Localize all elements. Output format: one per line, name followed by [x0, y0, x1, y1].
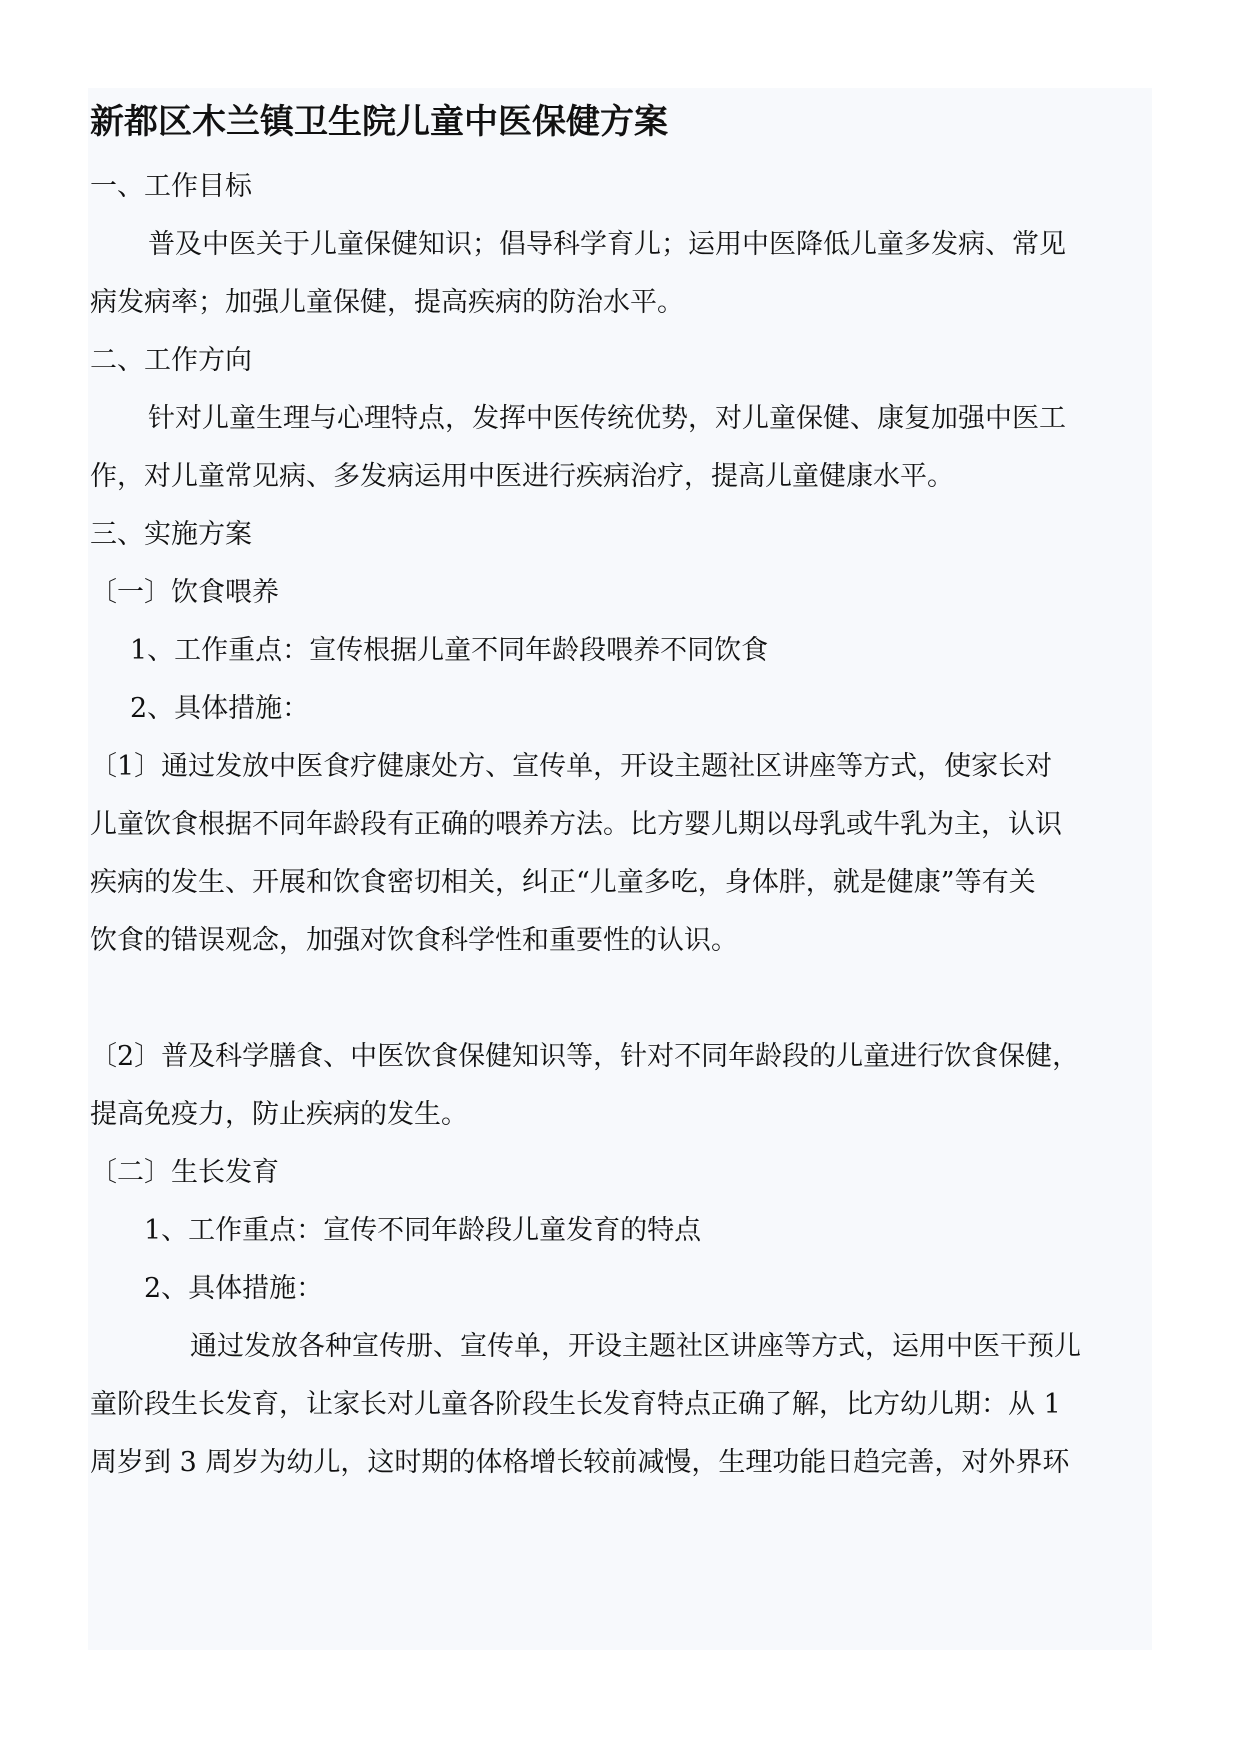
- list-item: 1、工作重点：宣传不同年龄段儿童发育的特点: [144, 1215, 702, 1246]
- list-item: 1、工作重点：宣传根据儿童不同年龄段喂养不同饮食: [130, 635, 769, 666]
- paragraph-line: 饮食的错误观念，加强对饮食科学性和重要性的认识。: [90, 925, 738, 956]
- paragraph-line: 儿童饮食根据不同年龄段有正确的喂养方法。比方婴儿期以母乳或牛乳为主，认识: [90, 809, 1062, 840]
- paragraph-line: 病发病率；加强儿童保健，提高疾病的防治水平。: [90, 287, 684, 318]
- section-heading-direction: 二、工作方向: [90, 345, 252, 376]
- subsection-heading-growth: 〔二〕生长发育: [90, 1157, 279, 1188]
- paragraph-line: 〔1〕通过发放中医食疗健康处方、宣传单，开设主题社区讲座等方式，使家长对: [90, 751, 1053, 782]
- paragraph-line: 通过发放各种宣传册、宣传单，开设主题社区讲座等方式，运用中医干预儿: [190, 1331, 1081, 1362]
- document-title: 新都区木兰镇卫生院儿童中医保健方案: [90, 102, 668, 142]
- section-heading-plan: 三、实施方案: [90, 519, 252, 550]
- list-item: 2、具体措施：: [144, 1273, 324, 1304]
- paragraph-line: 疾病的发生、开展和饮食密切相关，纠正“儿童多吃，身体胖，就是健康”等有关: [90, 867, 1036, 898]
- subsection-heading-diet: 〔一〕饮食喂养: [90, 577, 279, 608]
- paragraph-line: 普及中医关于儿童保健知识；倡导科学育儿；运用中医降低儿童多发病、常见: [148, 229, 1066, 260]
- paragraph-line: 针对儿童生理与心理特点，发挥中医传统优势，对儿童保健、康复加强中医工: [148, 403, 1066, 434]
- paragraph-line: 童阶段生长发育，让家长对儿童各阶段生长发育特点正确了解，比方幼儿期：从 1: [90, 1389, 1061, 1420]
- section-heading-goals: 一、工作目标: [90, 171, 252, 202]
- paragraph-line: 提高免疫力，防止疾病的发生。: [90, 1099, 468, 1130]
- paragraph-line: 周岁到 3 周岁为幼儿，这时期的体格增长较前减慢，生理功能日趋完善，对外界环: [90, 1447, 1070, 1478]
- paragraph-line: 〔2〕普及科学膳食、中医饮食保健知识等，针对不同年龄段的儿童进行饮食保健，: [90, 1041, 1080, 1072]
- list-item: 2、具体措施：: [130, 693, 310, 724]
- paragraph-line: 作，对儿童常见病、多发病运用中医进行疾病治疗，提高儿童健康水平。: [90, 461, 954, 492]
